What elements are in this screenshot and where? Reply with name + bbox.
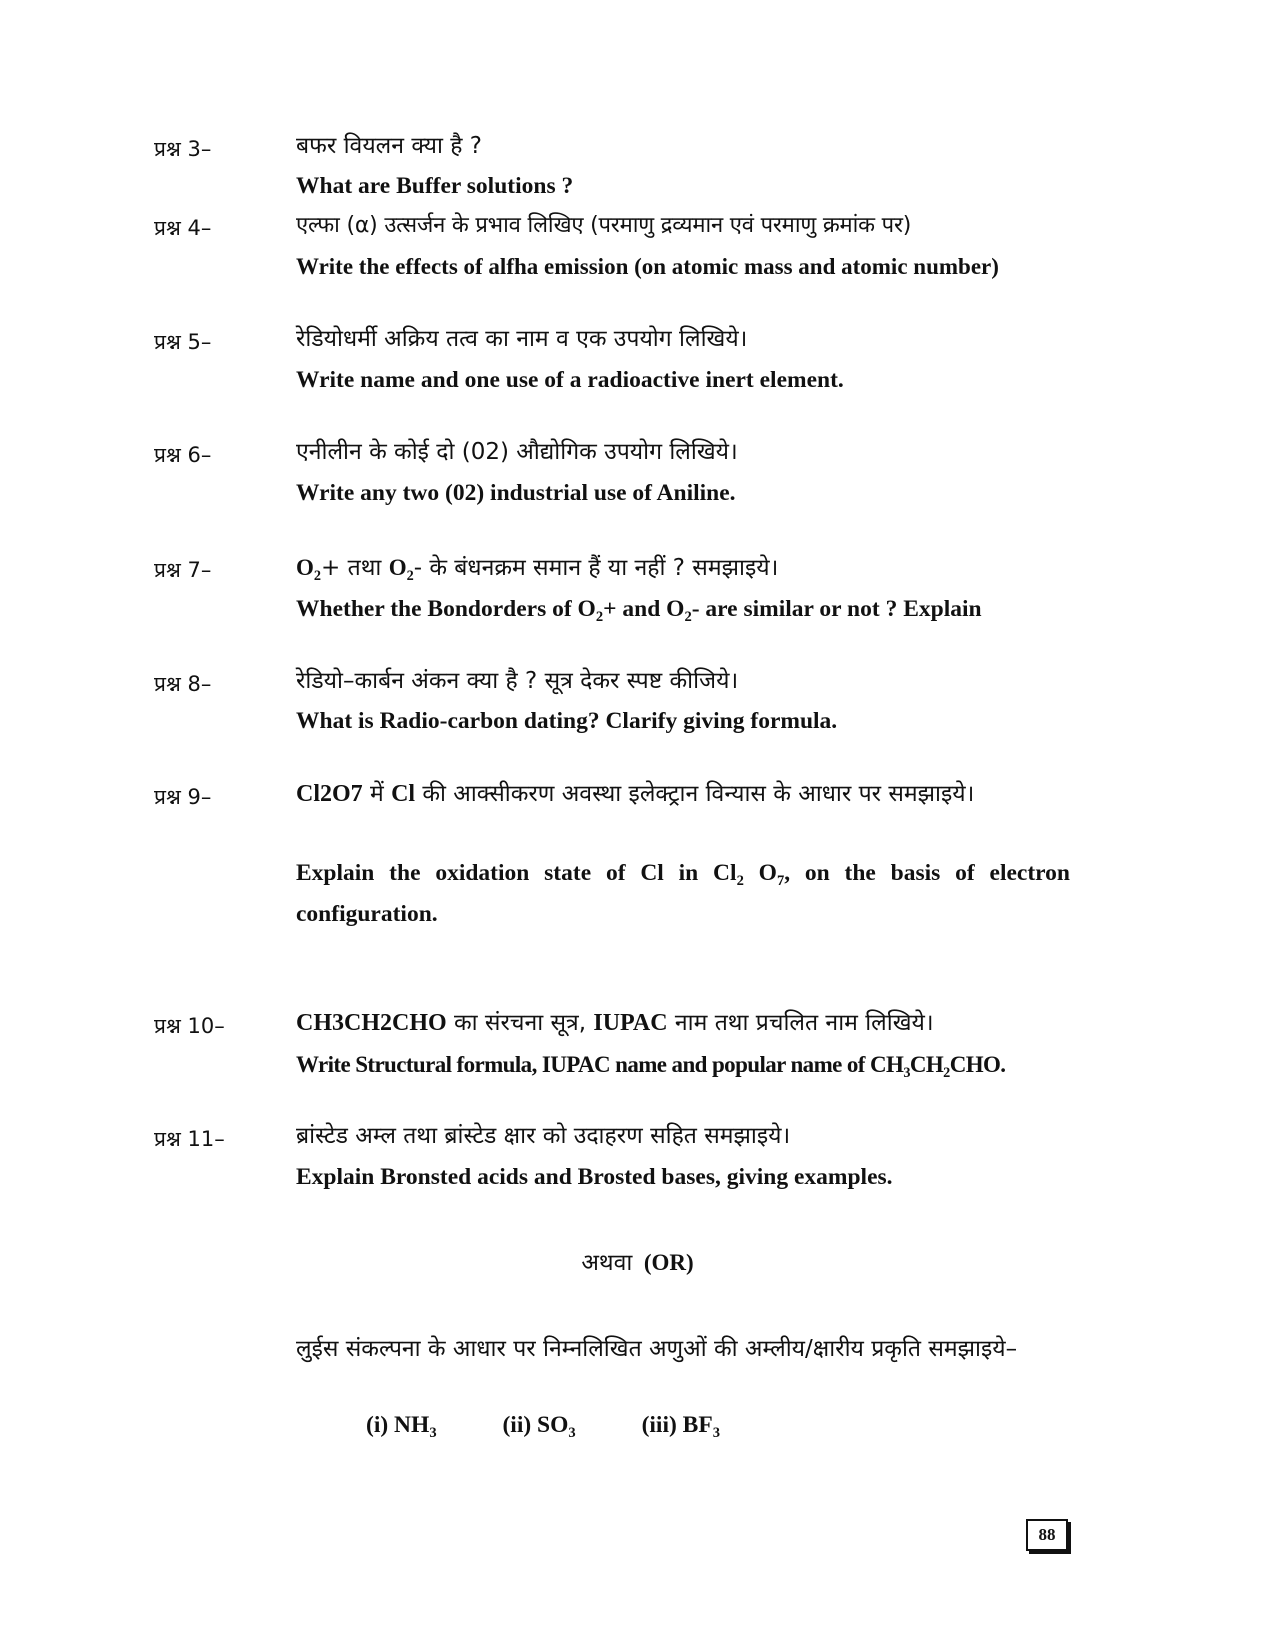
question-9-label: प्रश्न 9– xyxy=(154,785,212,809)
question-11-hindi: ब्रांस्टेड अम्ल तथा ब्रांस्टेड क्षार को उदाहरण सहित समझाइये। xyxy=(296,1123,791,1149)
molecule-so3: (ii) $SO_3$ xyxy=(502,1412,576,1442)
question-6-english: Write any two (02) industrial use of Aniline. xyxy=(296,480,736,506)
question-3-label: प्रश्न 3– xyxy=(154,137,212,161)
question-9-english: Explain the oxidation state of Cl in $Cl_2$ $O_7$, on the basis of electron configuration. xyxy=(296,860,1070,927)
question-6-hindi: एनीलीन के कोई दो (02) औद्योगिक उपयोग लिखिये। xyxy=(296,439,738,465)
question-4-hindi: एल्फा (α) उत्सर्जन के प्रभाव लिखिए (परमाणु द्रव्यमान एवं परमाणु क्रमांक पर) xyxy=(296,213,912,238)
question-8-label: प्रश्न 8– xyxy=(154,672,212,696)
question-5-english: Write name and one use of a radioactive inert element. xyxy=(296,367,844,393)
page-number: 88 xyxy=(1026,1519,1068,1551)
question-7-hindi: $O_2+$ तथा $O_2-$ के बंधनक्रम समान हैं या नहीं ? समझाइये। xyxy=(296,555,779,584)
question-5-hindi: रेडियोधर्मी अक्रिय तत्व का नाम व एक उपयोग लिखिये। xyxy=(296,326,748,352)
question-3-english: What are Buffer solutions ? xyxy=(296,173,574,199)
question-11-english: Explain Bronsted acids and Brosted bases, giving examples. xyxy=(296,1164,893,1190)
question-10-english: Write Structural formula, IUPAC name and popular name of $CH_3CH_2CHO$. xyxy=(296,1052,1006,1081)
question-7-label: प्रश्न 7– xyxy=(154,558,212,582)
question-4-label: प्रश्न 4– xyxy=(154,216,212,240)
propanal-formula: CH3CH2CHO xyxy=(296,1010,447,1036)
molecule-list xyxy=(366,1412,780,1442)
o2-minus-formula: $O_2$ xyxy=(388,555,414,584)
question-4-english: Write the effects of alfha emission (on atomic mass and atomic number) xyxy=(296,254,999,279)
question-9-hindi: Cl2O7 में Cl की आक्सीकरण अवस्था इलेक्ट्रान विन्यास के आधार पर समझाइये। xyxy=(296,781,975,807)
question-5-label: प्रश्न 5– xyxy=(154,330,212,354)
question-3-hindi: बफर वियलन क्या है ? xyxy=(296,133,482,159)
question-11-label: प्रश्न 11– xyxy=(154,1127,225,1151)
question-10-label: प्रश्न 10– xyxy=(154,1014,225,1038)
question-8-english: What is Radio-carbon dating? Clarify giving formula. xyxy=(296,708,838,734)
question-8-hindi: रेडियो–कार्बन अंकन क्या है ? सूत्र देकर स्पष्ट कीजिये। xyxy=(296,668,739,694)
alternative-question-hindi: लुईस संकल्पना के आधार पर निम्नलिखित अणुओं की अम्लीय/क्षारीय प्रकृति समझाइये– xyxy=(296,1336,1018,1362)
o2-plus-formula: $O_2$ xyxy=(296,555,322,584)
or-divider: अथवा (OR) xyxy=(581,1250,694,1276)
question-6-label: प्रश्न 6– xyxy=(154,443,212,467)
molecule-nh3: (i) $NH_3$ xyxy=(366,1412,437,1442)
cl2o7-formula: Cl2O7 xyxy=(296,781,363,807)
question-7-english: Whether the Bondorders of $O_2+$ and $O_2-$ are similar or not ? Explain xyxy=(296,596,982,626)
question-10-hindi: CH3CH2CHO का संरचना सूत्र, IUPAC नाम तथा प्रचलित नाम लिखिये। xyxy=(296,1010,934,1036)
molecule-bf3: (iii) $BF_3$ xyxy=(641,1412,720,1442)
